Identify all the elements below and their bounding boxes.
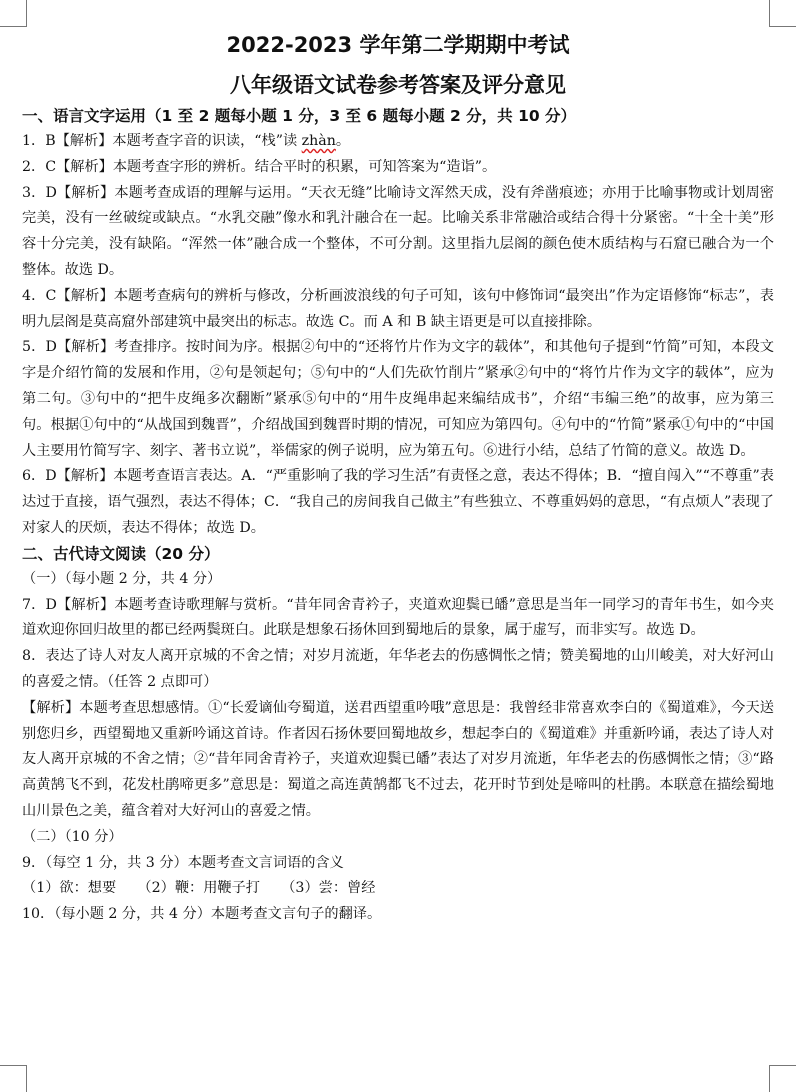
answer-q6: 6．D【解析】本题考查语言表达。A．“严重影响了我的学习生活”有责怪之意，表达不得体；B．“擅自闯入”“不尊重”表达过于直接，语气强烈，表达不得体；C．“我自己的房间我自己做主”有些独立、不尊重妈妈的意思，“有点烦人”表现了对家人的厌烦，表达不得体；故选 D。 bbox=[22, 468, 774, 536]
answer-q7: 7．D【解析】本题考查诗歌理解与赏析。“昔年同舍青衿子，夹道欢迎鬓已皤”意思是当年一同学习的青年书生，如今夹道欢迎你回归故里的都已经两鬓斑白。此联是想象石扬休回到蜀地后的景象，属于虚写，而非实写。故选 D。 bbox=[22, 596, 774, 639]
answer-q8: 8．表达了诗人对友人离开京城的不舍之情；对岁月流逝，年华老去的伤感惆怅之情；赞美蜀地的山川峻美，对大好河山的喜爱之情。（任答 2 点即可） bbox=[22, 648, 774, 690]
answer-q4: 4．C【解析】本题考查病句的辨析与修改，分析画波浪线的句子可知，该句中修饰词“最突出”作为定语修饰“标志”，表明九层阁是莫高窟外部建筑中最突出的标志。故选 C。而 A 和 B 缺主语更是可以直接排除。 bbox=[22, 287, 774, 330]
exam-title: 2022-2023 学年第二学期期中考试 bbox=[226, 33, 570, 57]
crop-mark-bottom-right bbox=[769, 1065, 796, 1092]
section-heading-language: 一、语言文字运用（1 至 2 题每小题 1 分，3 至 6 题每小题 2 分，共 10 分） bbox=[22, 107, 577, 125]
document-title: 八年级语文试卷参考答案及评分意见 bbox=[230, 73, 566, 97]
answer-q9-items: （1）欲：想要 （2）鞭：用鞭子打 （3）尝：曾经 bbox=[22, 880, 376, 897]
answer-q9: 9．（每空 1 分，共 3 分）本题考查文言词语的含义 bbox=[22, 854, 344, 871]
answer-q2: 2．C【解析】本题考查字形的辨析。结合平时的积累，可知答案为“造诣”。 bbox=[22, 158, 497, 175]
section-heading-classical: 二、古代诗文阅读（20 分） bbox=[22, 544, 220, 563]
answer-q1-text: 1．B【解析】本题考查字音的识读，“栈”读 bbox=[22, 133, 302, 149]
answer-q1 bbox=[22, 129, 774, 155]
pinyin-zhan: zhàn bbox=[301, 133, 336, 149]
crop-mark-top-left bbox=[0, 0, 27, 27]
subsection-one: （一）（每小题 2 分，共 4 分） bbox=[22, 570, 222, 587]
subsection-two: （二）（10 分） bbox=[22, 828, 123, 845]
answer-sheet-page bbox=[22, 30, 774, 928]
answer-q3: 3．D【解析】本题考查成语的理解与运用。“天衣无缝”比喻诗文浑然天成，没有斧凿痕迹；亦用于比喻事物或计划周密完美，没有一丝破绽或缺点。“水乳交融”像水和乳汁融合在一起。比喻关系非常融洽或结合得十分紧密。“十全十美”形容十分完美，没有缺陷。“浑然一体”融合成一个整体，不可分割。这里指九层阁的颜色使木质结构与石窟已融合为一个整体。故选 D。 bbox=[22, 184, 774, 278]
answer-q5: 5．D【解析】考查排序。按时间为序。根据②句中的“还将竹片作为文字的载体”，和其他句子提到“竹简”可知，本段文字是介绍竹简的发展和作用，②句是领起句；⑤句中的“人们先砍竹削片”紧承②句中的“将竹片作为文字的载体”，应为第二句。③句中的“把牛皮绳多次翻断”紧承⑤句中的“用牛皮绳串起来编结成书”，介绍“韦编三绝”的故事，应为第三句。根据①句中的“从战国到魏晋”，介绍战国到魏晋时期的情况，可知应为第四句。④句中的“竹简”紧承①句中的“中国人主要用竹简写字、刻字、著书立说”，举儒家的例子说明，应为第五句。⑥进行小结，总结了竹简的意义。故选 D。 bbox=[22, 339, 774, 459]
answer-q1-end: 。 bbox=[335, 133, 351, 149]
answer-q8-analysis: 【解析】本题考查思想感情。①“长爱谪仙夸蜀道，送君西望重吟哦”意思是：我曾经非常喜欢李白的《蜀道难》，今天送别您归乡，西望蜀地又重新吟诵这首诗。作者因石扬休要回蜀地故乡，想起李白的《蜀道难》并重新吟诵，表达了诗人对友人离开京城的不舍之情；②“昔年同舍青衿子，夹道欢迎鬓已皤”表达了对岁月流逝，年华老去的伤感惆怅之情；③“路高黄鹄飞不到，花发杜鹃啼更多”意思是：蜀道之高连黄鹄都飞不过去，花开时节到处是啼叫的杜鹃。本联意在描绘蜀地山川景色之美，蕴含着对大好河山的喜爱之情。 bbox=[22, 699, 774, 819]
crop-mark-bottom-left bbox=[0, 1065, 27, 1092]
crop-mark-top-right bbox=[769, 0, 796, 27]
answer-q10: 10．（每小题 2 分，共 4 分）本题考查文言句子的翻译。 bbox=[22, 906, 382, 923]
